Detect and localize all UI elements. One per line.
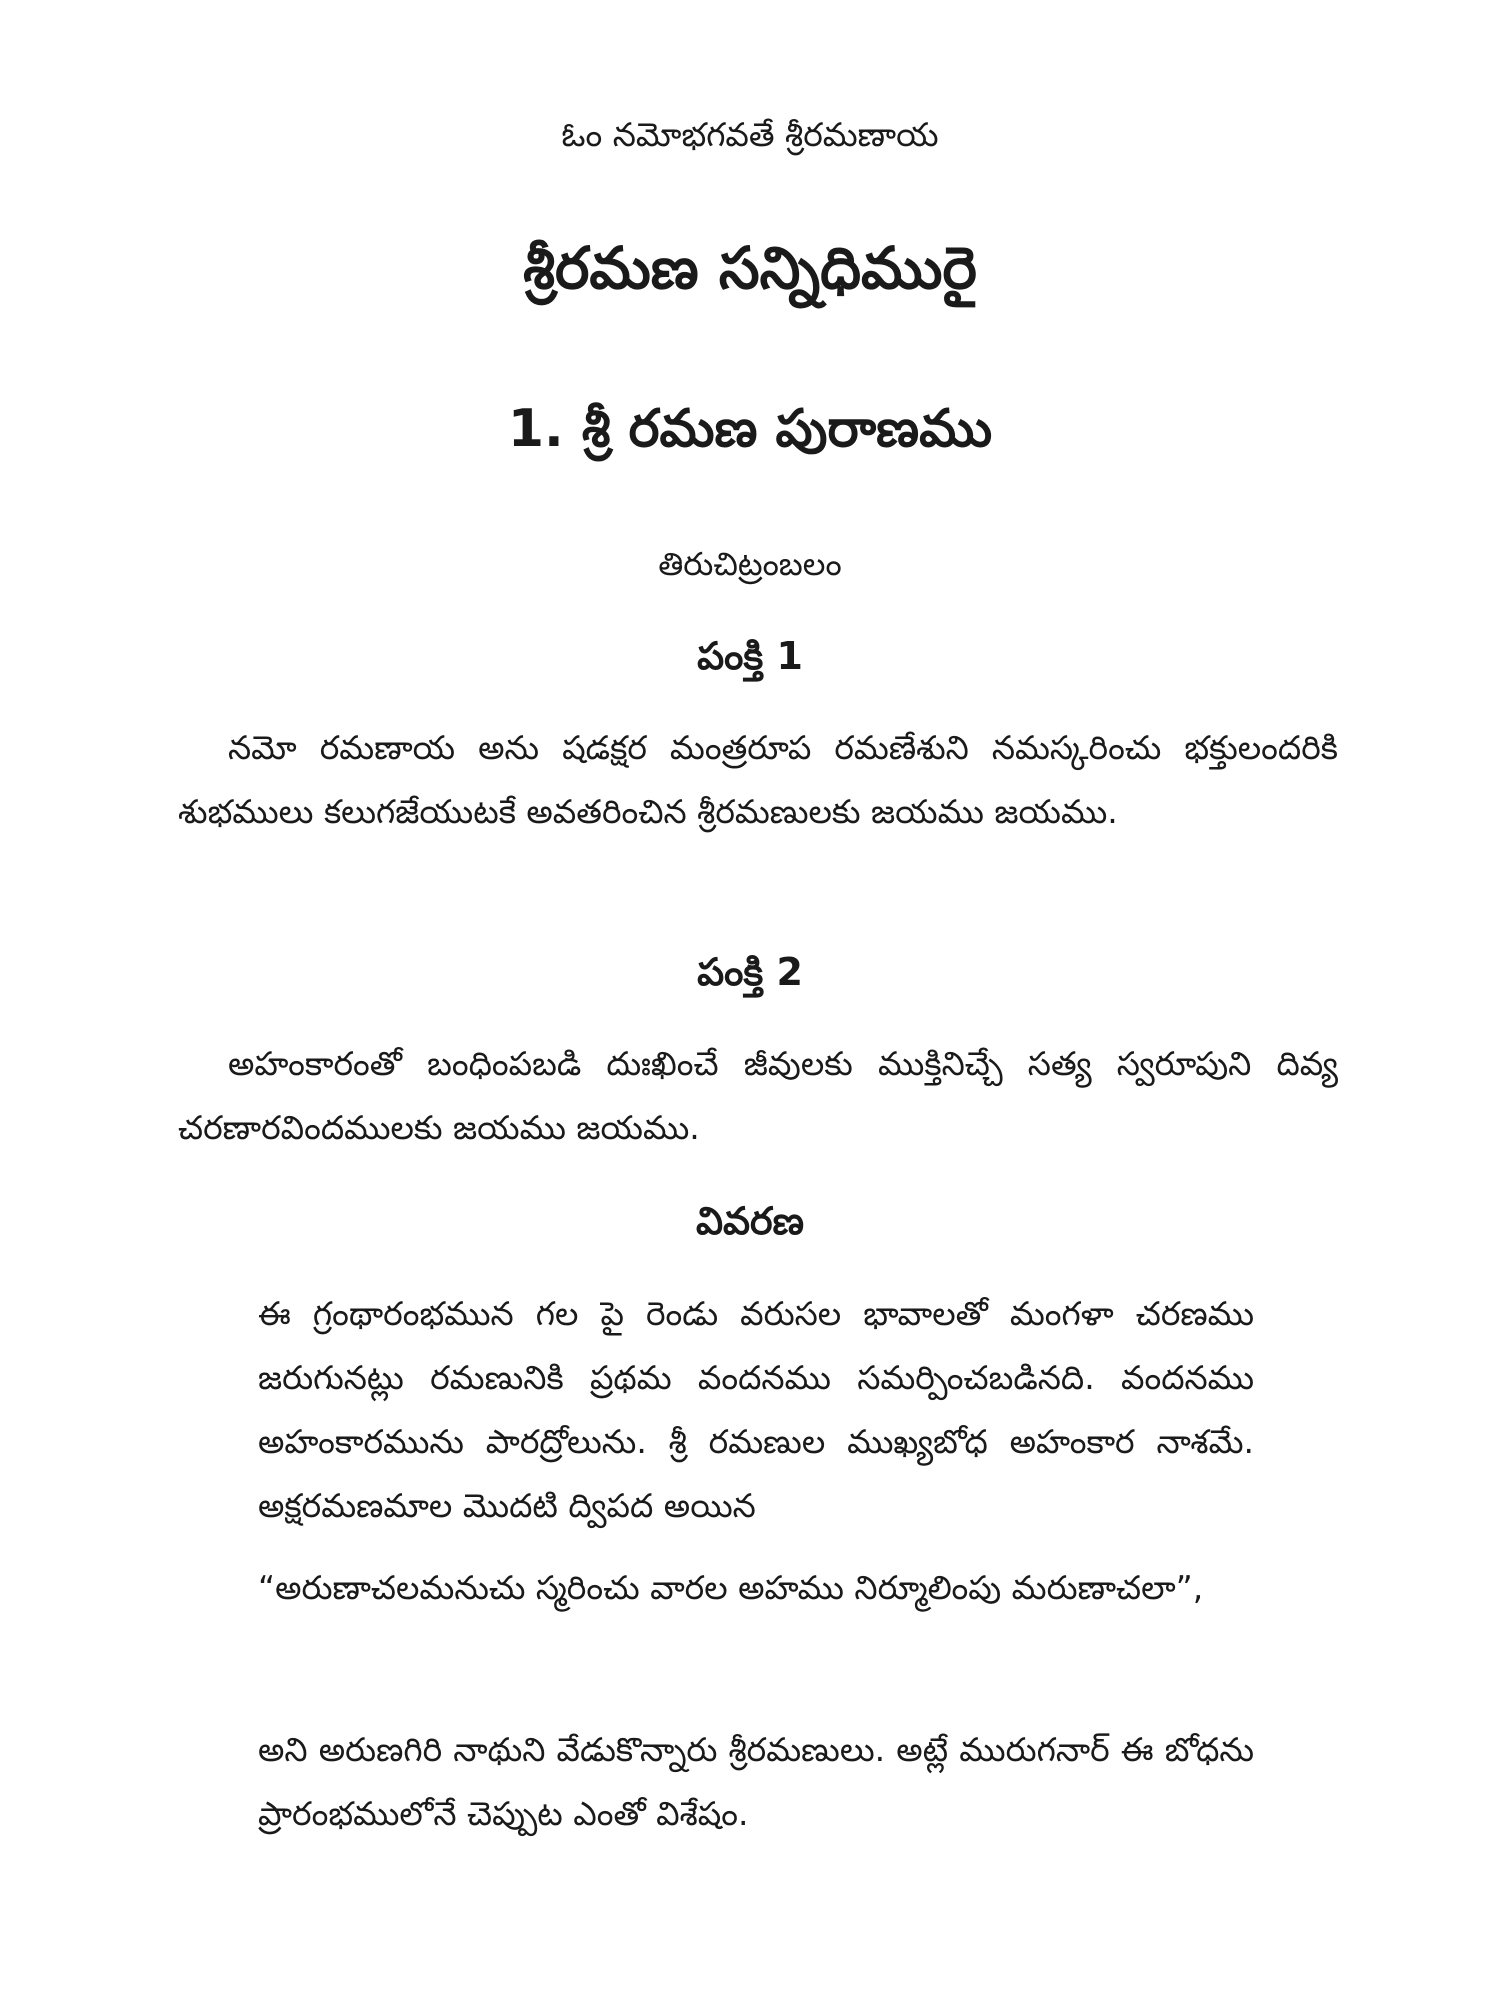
commentary-quote: “అరుణాచలమనుచు స్మరించు వారల అహము నిర్మూలింపు మరుణాచలా”, — [258, 1568, 1204, 1607]
verse-1-heading: పంక్తి 1 — [697, 634, 803, 678]
verse-1-text: నమో రమణాయ అను షడక్షర మంత్రరూప రమణేశుని నమస్కరించు భక్తులందరికి శుభములు కలుగజేయుటకే అవతరించిన శ్రీరమణులకు జయము జయము. — [178, 728, 1338, 831]
chapter-title: 1. శ్రీ రమణ పురాణము — [507, 399, 993, 459]
chapter-subtitle: తిరుచిట్రంబలం — [658, 545, 842, 583]
verse-2-heading: పంక్తి 2 — [697, 950, 803, 994]
verse-2-text: అహంకారంతో బంధింపబడి దుఃఖించే జీవులకు ముక్తినిచ్చే సత్య స్వరూపుని దివ్య చరణారవిందములకు జయము జయము. — [178, 1044, 1338, 1147]
commentary-paragraph-2: అని అరుణగిరి నాథుని వేడుకొన్నారు శ్రీరమణులు. అట్లే మురుగనార్ ఈ బోధను ప్రారంభములోనే చెప్పుట ఎంతో విశేషం. — [258, 1730, 1254, 1833]
commentary-paragraph-1: ఈ గ్రంథారంభమున గల పై రెండు వరుసల భావాలతో మంగళా చరణము జరుగునట్లు రమణునికి ప్రథమ వందనము సమర్పించబడినది. వందనము అహంకారమును పారద్రోలును. శ్రీ రమణుల ముఖ్యబోధ అహంకార నాశమే. అక్షరమణమాల మొదటి ద్విపద అయిన — [258, 1294, 1254, 1525]
invocation-line: ఓం నమోభగవతే శ్రీరమణాయ — [561, 115, 939, 154]
commentary-heading: వివరణ — [696, 1199, 804, 1243]
book-title: శ్రీరమణ సన్నిధిమురై — [523, 234, 977, 302]
